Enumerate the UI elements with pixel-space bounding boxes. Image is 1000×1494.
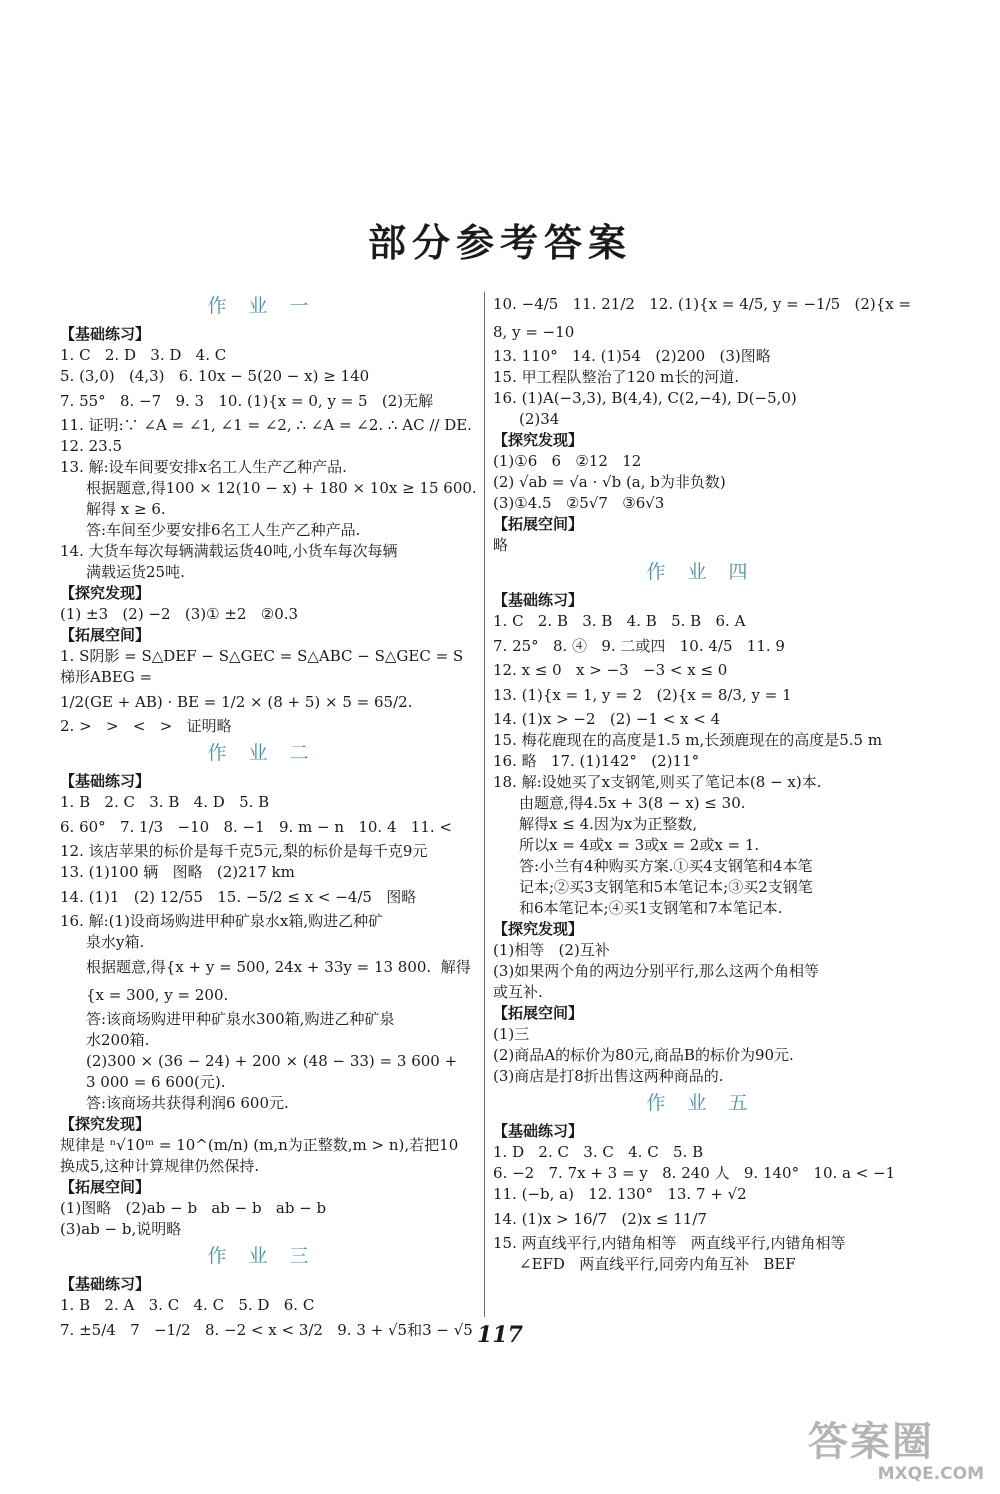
assignment-heading: 作业五: [646, 1092, 770, 1114]
answer-line: 14. 大货车每次每辆满载运货40吨,小货车每次每辆: [60, 542, 398, 560]
answer-line: (3)ab − b,说明略: [60, 1220, 182, 1238]
answer-line: (1)三: [493, 1025, 530, 1043]
answer-line: (1) ±3 (2) −2 (3)① ±2 ②0.3: [60, 605, 299, 623]
answer-line: (1)相等 (2)互补: [493, 941, 610, 959]
answer-line: 解得x ≤ 4.因为x为正整数,: [519, 815, 698, 833]
answer-line: 1. B 2. A 3. C 4. C 5. D 6. C: [60, 1296, 315, 1314]
answer-line: 11. (−b, a) 12. 130° 13. 7 + √2: [493, 1185, 747, 1203]
answer-line: 5. (3,0) (4,3) 6. 10x − 5(20 − x) ≥ 140: [60, 367, 370, 385]
answer-line: (3)①4.5 ②5√7 ③6√3: [493, 494, 665, 512]
section-heading: 【拓展空间】: [60, 626, 151, 644]
answer-line: 答:该商场共获得利润6 600元.: [86, 1094, 289, 1112]
page-title: 部分参考答案: [367, 221, 632, 265]
answer-line: 满载运货25吨.: [86, 563, 185, 581]
section-heading: 【拓展空间】: [60, 1178, 151, 1196]
answer-line: 10. −4/5 11. 21/2 12. (1){x = 4/5, y = −1/5 (2){x = 8, y = −10: [493, 295, 916, 341]
answer-line: 12. x ≤ 0 x > −3 −3 < x ≤ 0: [493, 661, 728, 679]
page-number: 117: [477, 1322, 523, 1348]
section-heading: 【基础练习】: [60, 772, 151, 790]
answer-line: 16. 解:(1)设商场购进甲种矿泉水x箱,购进乙种矿: [60, 912, 384, 930]
answer-line: 7. ±5/4 7 −1/2 8. −2 < x < 3/2 9. 3 + √5和3 − √5: [60, 1321, 473, 1339]
answer-line: 13. (1){x = 1, y = 2 (2){x = 8/3, y = 1: [493, 686, 792, 704]
section-heading: 【拓展空间】: [493, 1004, 584, 1022]
answer-line: 18. 解:设她买了x支钢笔,则买了笔记本(8 − x)本.: [493, 773, 822, 791]
answer-line: 15. 甲工程队整治了120 m长的河道.: [493, 368, 740, 386]
answer-line: 15. 梅花鹿现在的高度是1.5 m,长颈鹿现在的高度是5.5 m: [493, 731, 883, 749]
answer-line: 14. (1)x > −2 (2) −1 < x < 4: [493, 710, 721, 728]
answer-line: (3)商店是打8折出售这两种商品的.: [493, 1067, 724, 1085]
answer-line: 根据题意,得100 × 12(10 − x) + 180 × 10x ≥ 15 600.: [86, 479, 477, 497]
answer-line: 1. C 2. B 3. B 4. B 5. B 6. A: [493, 612, 746, 630]
answer-line: 6. 60° 7. 1/3 −10 8. −1 9. m − n 10. 4 11. <: [60, 818, 452, 836]
section-heading: 【基础练习】: [493, 591, 584, 609]
answer-line: 答:车间至少要安排6名工人生产乙种产品.: [86, 521, 361, 539]
answer-line: 泉水y箱.: [86, 933, 145, 951]
section-heading: 【探究发现】: [493, 431, 584, 449]
answer-line: (1)①6 6 ②12 12: [493, 452, 642, 470]
answer-line: 根据题意,得{x + y = 500, 24x + 33y = 13 800. 解得{x = 300, y = 200.: [86, 958, 471, 1004]
answer-line: 1. D 2. C 3. C 4. C 5. B: [493, 1143, 704, 1161]
column-divider: [484, 292, 485, 1317]
answer-line: (2)34: [519, 410, 560, 428]
answer-line: 7. 25° 8. ④ 9. 二或四 10. 4/5 11. 9: [493, 637, 785, 655]
answer-line: 13. (1)100 辆 图略 (2)217 km: [60, 863, 295, 881]
answer-line: 12. 该店苹果的标价是每千克5元,梨的标价是每千克9元: [60, 842, 428, 860]
answer-line: 13. 110° 14. (1)54 (2)200 (3)图略: [493, 347, 771, 365]
answer-line: 1. C 2. D 3. D 4. C: [60, 346, 227, 364]
assignment-heading: 作业一: [207, 295, 331, 317]
answer-line: 1. S阴影 = S△DEF − S△GEC = S△ABC − S△GEC = S梯形ABEG =: [60, 647, 464, 686]
answer-line: 13. 解:设车间要安排x名工人生产乙种产品.: [60, 458, 347, 476]
assignment-heading: 作业三: [207, 1245, 331, 1267]
answer-line: (2) √ab = √a · √b (a, b为非负数): [493, 473, 726, 491]
answer-line: 所以x = 4或x = 3或x = 2或x = 1.: [519, 836, 760, 854]
watermark-top-text: 答案圈: [808, 1419, 934, 1465]
answer-line: (2)300 × (36 − 24) + 200 × (48 − 33) = 3 600 +: [86, 1052, 458, 1070]
answer-line: 14. (1)x > 16/7 (2)x ≤ 11/7: [493, 1210, 707, 1228]
answer-column-left: [60, 290, 478, 1344]
answer-line: 6. −2 7. 7x + 3 = y 8. 240 人 9. 140° 10. a < −1: [493, 1164, 896, 1182]
section-heading: 【探究发现】: [60, 584, 151, 602]
answer-line: 2. > > < > 证明略: [60, 717, 232, 735]
section-heading: 【探究发现】: [493, 920, 584, 938]
watermark-logo: [800, 1406, 990, 1486]
answer-line: 换成5,这种计算规律仍然保持.: [60, 1157, 260, 1175]
answer-line: 答:小兰有4种购买方案.①买4支钢笔和4本笔: [519, 857, 813, 875]
answer-line: 略: [493, 536, 509, 554]
answer-line: 15. 两直线平行,内错角相等 两直线平行,内错角相等: [493, 1234, 846, 1252]
answer-line: 7. 55° 8. −7 9. 3 10. (1){x = 0, y = 5 (2)无解: [60, 392, 434, 410]
answer-line: (2)商品A的标价为80元,商品B的标价为90元.: [493, 1046, 794, 1064]
answer-line: 和6本笔记本;④买1支钢笔和7本笔记本.: [519, 899, 783, 917]
answer-line: 规律是 ⁿ√10ᵐ = 10^(m/n) (m,n为正整数,m > n),若把10: [60, 1136, 459, 1154]
section-heading: 【拓展空间】: [493, 515, 584, 533]
answer-line: (1)图略 (2)ab − b ab − b ab − b: [60, 1199, 327, 1217]
answer-line: ∠EFD 两直线平行,同旁内角互补 BEF: [519, 1255, 796, 1273]
answer-column-right: [493, 290, 923, 1275]
answer-line: 16. 略 17. (1)142° (2)11°: [493, 752, 700, 770]
answer-line: 水200箱.: [86, 1031, 150, 1049]
section-heading: 【探究发现】: [60, 1115, 151, 1133]
answer-line: 由题意,得4.5x + 3(8 − x) ≤ 30.: [519, 794, 746, 812]
answer-line: 答:该商场购进甲种矿泉水300箱,购进乙种矿泉: [86, 1010, 395, 1028]
answer-line: 12. 23.5: [60, 437, 123, 455]
answer-line: 16. (1)A(−3,3), B(4,4), C(2,−4), D(−5,0): [493, 389, 797, 407]
answer-line: 11. 证明:∵ ∠A = ∠1, ∠1 = ∠2, ∴ ∠A = ∠2. ∴ AC // DE.: [60, 416, 472, 434]
answer-line: (3)如果两个角的两边分别平行,那么这两个角相等: [493, 962, 820, 980]
assignment-heading: 作业二: [207, 742, 331, 764]
answer-line: 解得 x ≥ 6.: [86, 500, 166, 518]
section-heading: 【基础练习】: [60, 325, 151, 343]
answer-line: 1. B 2. C 3. B 4. D 5. B: [60, 793, 270, 811]
answer-line: 或互补.: [493, 983, 543, 1001]
assignment-heading: 作业四: [646, 561, 770, 583]
answer-line: 1/2(GE + AB) · BE = 1/2 × (8 + 5) × 5 = 65/2.: [60, 693, 413, 711]
watermark-bottom-text: MXQE.COM: [877, 1464, 984, 1484]
answer-line: 3 000 = 6 600(元).: [86, 1073, 226, 1091]
answer-line: 14. (1)1 (2) 12/55 15. −5/2 ≤ x < −4/5 图略: [60, 888, 417, 906]
section-heading: 【基础练习】: [493, 1122, 584, 1140]
section-heading: 【基础练习】: [60, 1275, 151, 1293]
answer-line: 记本;②买3支钢笔和5本笔记本;③买2支钢笔: [519, 878, 813, 896]
